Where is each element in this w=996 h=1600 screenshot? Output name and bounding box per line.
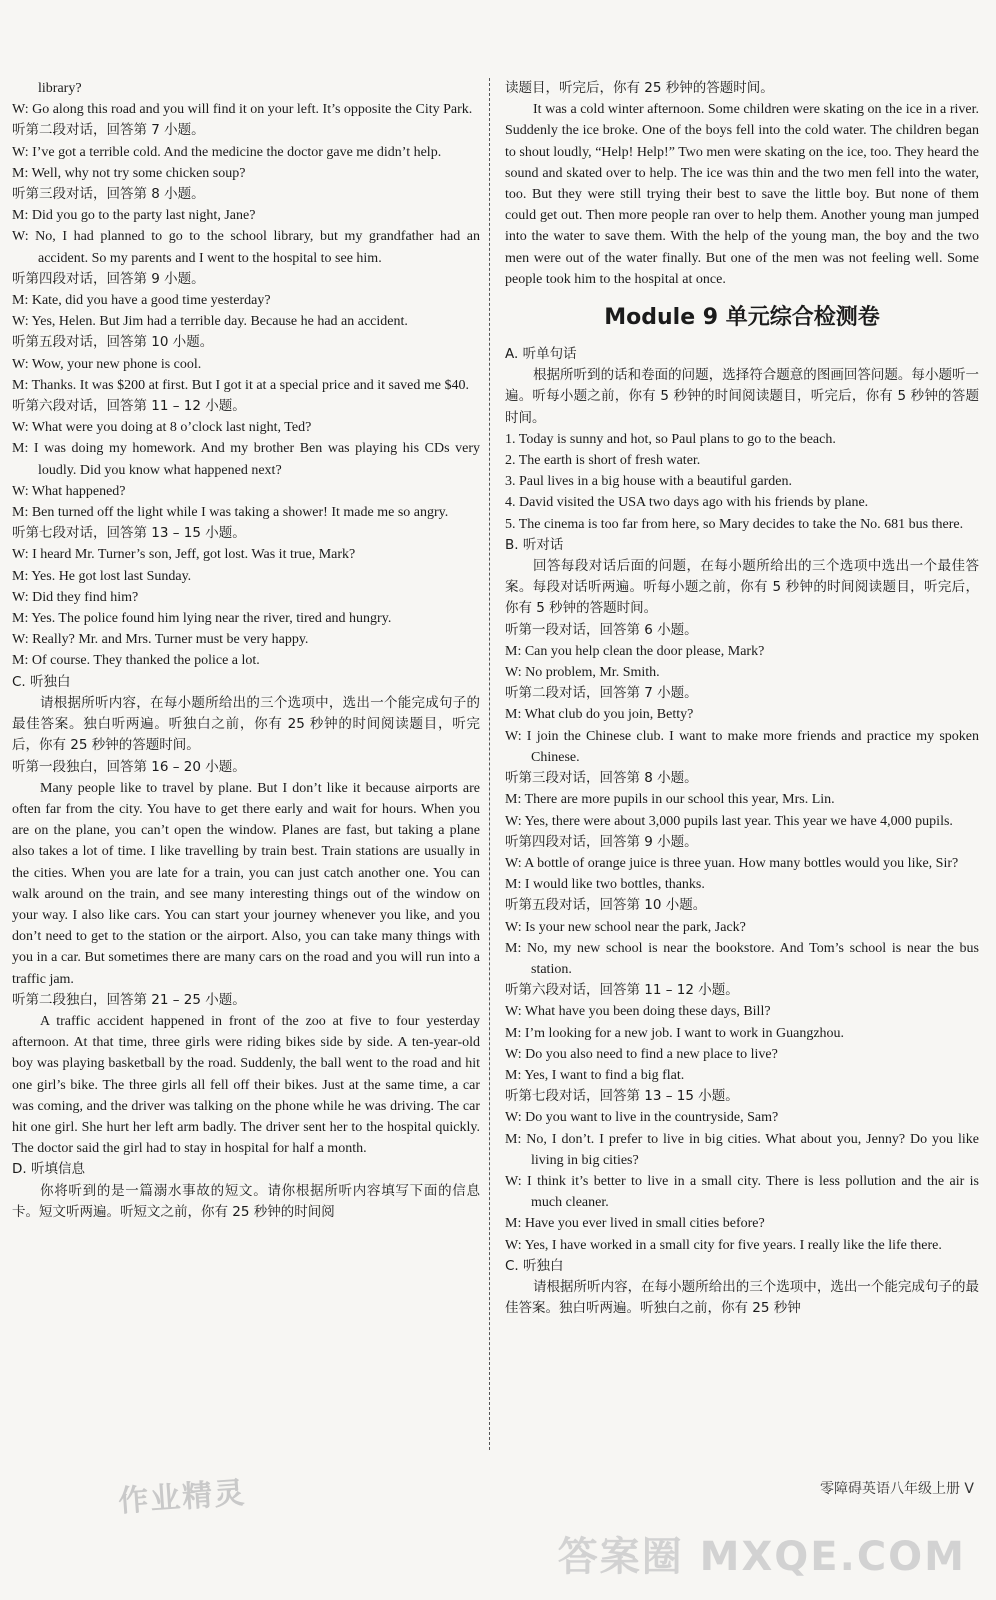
numbered-sentence: 3. Paul lives in a big house with a beautiful garden. [505, 474, 792, 490]
dialogue-line: M: Can you help clean the door please, Mark? [505, 643, 765, 659]
dialogue-line: M: What club do you join, Betty? [505, 707, 694, 723]
dialogue-line: W: Did they find him? [12, 589, 139, 605]
instruction-text: 请根据所听内容，在每小题所给出的三个选项中，选出一个能完成句子的最佳答案。独白听两遍。听独白之前，你有 25 秒钟 [505, 1278, 979, 1317]
dialogue-line: W: Really? Mr. and Mrs. Turner must be very happy. [12, 632, 309, 648]
watermark-left: 作业精灵 [117, 1475, 248, 1520]
dialogue-line: W: Do you want to live in the countryside, Sam? [505, 1110, 779, 1126]
section-instruction: 读题目，听完后，你有 25 秒钟的答题时间。 [505, 80, 774, 96]
numbered-sentence: 4. David visited the USA two days ago with his friends by plane. [505, 495, 869, 511]
dialogue-line: M: No, my new school is near the bookstore. And Tom’s school is near the bus station. [505, 940, 979, 977]
dialogue-line: W: No problem, Mr. Smith. [505, 665, 660, 681]
dialogue-line: W: What have you been doing these days, Bill? [505, 1004, 771, 1020]
dialogue-line: M: Ben turned off the light while I was taking a shower! It made me so angry. [12, 505, 449, 521]
section-instruction: 听第六段对话，回答第 11 – 12 小题。 [12, 398, 246, 415]
numbered-sentence: 5. The cinema is too far from here, so Mary decides to take the No. 681 bus there. [505, 516, 964, 532]
dialogue-line: W: I think it’s better to live in a small city. There is less pollution and the air is much cleaner. [505, 1173, 979, 1211]
section-instruction: 听第四段对话，回答第 9 小题。 [505, 833, 698, 850]
dialogue-line: W: Go along this road and you will find it on your left. It’s opposite the City Park. [12, 102, 473, 118]
dialogue-line: M: Yes, I want to find a big flat. [505, 1067, 685, 1083]
dialogue-line: W: What were you doing at 8 o’clock last night, Ted? [12, 420, 312, 436]
dialogue-line: W: Yes, I have worked in a small city for five years. I really like the life there. [505, 1237, 942, 1253]
section-instruction: 听第七段对话，回答第 13 – 15 小题。 [505, 1088, 739, 1105]
section-heading: D. 听填信息 [12, 1161, 85, 1178]
dialogue-line: W: I heard Mr. Turner’s son, Jeff, got lost. Was it true, Mark? [12, 547, 356, 563]
instruction-text: 根据所听到的话和卷面的问题，选择符合题意的图画回答问题。每小题听一遍。听每小题之前，你有 5 秒钟的时间阅读题目，听完后，你有 5 秒钟的答题时间。 [505, 367, 979, 426]
dialogue-line: M: There are more pupils in our school this year, Mrs. Lin. [505, 792, 835, 808]
instruction-text: 回答每段对话后面的问题，在每小题所给出的三个选项中选出一个最佳答案。每段对话听两遍。听每小题之前，你有 5 秒钟的时间阅读题目，听完后，你有 5 秒钟的答题时间。 [505, 558, 979, 617]
dialogue-line: W: I’ve got a terrible cold. And the medicine the doctor gave me didn’t help. [12, 144, 442, 160]
section-instruction: 听第一段独白，回答第 16 – 20 小题。 [12, 758, 246, 775]
dialogue-line: W: Yes, there were about 3,000 pupils last year. This year we have 4,000 pupils. [505, 813, 953, 829]
dialogue-line: W: A bottle of orange juice is three yuan. How many bottles would you like, Sir? [505, 855, 959, 871]
section-instruction: 听第四段对话，回答第 9 小题。 [12, 270, 205, 287]
right-column [505, 78, 979, 1319]
section-instruction: 听第二段独白，回答第 21 – 25 小题。 [12, 991, 246, 1008]
section-instruction: 听第三段对话，回答第 8 小题。 [12, 186, 205, 203]
passage-paragraph: It was a cold winter afternoon. Some children were skating on the ice in a river. Suddenly the ice broke. One of the boys fell into the cold water. The children began to shout loudly, “Help! Help!” Two men were skating on the ice, too. They heard the sound and skated over to help. The ice was thin and the two men fell into the water, too. But they were still trying their best to save the little boy. But none of them could get out. Then more people ran over to help them. Another young man jumped into the water to save them. With the help of the young man, the boy and the two men were out of the water finally. But one of the men was not feeling well. Some people took him to the hospital at once. [505, 102, 979, 287]
section-instruction: 听第一段对话，回答第 6 小题。 [505, 621, 698, 638]
dialogue-line: M: I was doing my homework. And my brother Ben was playing his CDs very loudly. Did you know what happened next? [12, 441, 480, 478]
instruction-text: 你将听到的是一篇溺水事故的短文。请你根据所听内容填写下面的信息卡。短文听两遍。听短文之前，你有 25 秒钟的时间阅 [12, 1182, 480, 1220]
section-heading: B. 听对话 [505, 536, 564, 553]
section-instruction: 听第七段对话，回答第 13 – 15 小题。 [12, 525, 246, 542]
left-column [12, 78, 480, 1223]
section-instruction: 听第五段对话，回答第 10 小题。 [12, 334, 214, 351]
dialogue-continuation: library? [38, 81, 82, 96]
numbered-sentence: 2. The earth is short of fresh water. [505, 453, 701, 469]
column-divider [489, 78, 496, 1450]
dialogue-line: M: I’m looking for a new job. I want to work in Guangzhou. [505, 1025, 845, 1041]
section-heading: A. 听单句话 [505, 346, 577, 363]
passage-paragraph: Many people like to travel by plane. But I don’t like it because airports are often far from the city. You have to get there early and wait for hours. When you are on the plane, you can’t open the window. Planes are fast, but taking a plane also takes a lot of time. I like travelling by train best. Train stations are usually in the cities. When you are late for a train, you can just catch another one. You can walk around on the train, and see many interesting things out of the window on your way. I also like cars. You can start your journey whenever you like, and you don’t need to get to the station or the airport. Also, you can take many things with you in a car. But sometimes there are many cars on the road and you will run into a traffic jam. [12, 780, 480, 987]
section-instruction: 听第五段对话，回答第 10 小题。 [505, 897, 707, 914]
dialogue-line: W: Is your new school near the park, Jack? [505, 919, 746, 935]
dialogue-line: W: What happened? [12, 483, 126, 499]
section-instruction: 听第六段对话，回答第 11 – 12 小题。 [505, 982, 739, 999]
dialogue-line: M: Thanks. It was $200 at first. But I got it at a special price and it saved me $40. [12, 377, 469, 393]
instruction-text: 请根据所听内容，在每小题所给出的三个选项中，选出一个能完成句子的最佳答案。独白听两遍。听独白之前，你有 25 秒钟的时间阅读题目，听完后，你有 25 秒钟的答题时间。 [12, 694, 480, 754]
dialogue-line: M: Yes. He got lost last Sunday. [12, 568, 192, 584]
dialogue-line: M: Did you go to the party last night, Jane? [12, 208, 256, 224]
dialogue-line: W: I join the Chinese club. I want to make more friends and practice my spoken Chinese. [505, 728, 979, 765]
dialogue-line: M: No, I don’t. I prefer to live in big cities. What about you, Jenny? Do you like living in big cities? [505, 1131, 979, 1168]
section-heading: C. 听独白 [12, 673, 71, 690]
module-title: Module 9 单元综合检测卷 [604, 305, 880, 331]
page-footer: 零障碍英语八年级上册 V [819, 1481, 974, 1497]
dialogue-line: W: No, I had planned to go to the school library, but my grandfather had an accident. So my parents and I went to the hospital to see him. [12, 229, 480, 266]
passage-paragraph: A traffic accident happened in front of the zoo at five to four yesterday afternoon. At that time, three girls were riding bikes side by side. A ten-year-old boy was playing basketball by the road. Suddenly, the ball went to the road and hit one girl’s bike. The three girls all fell off their bikes. Just at the same time, a car was coming, and the driver was talking on the phone while he was driving. The car hit one girl. She hurt her left arm badly. The driver sent her to the hospital quickly. The doctor said the girl had to stay in hospital for half a month. [12, 1013, 480, 1157]
dialogue-line: M: Kate, did you have a good time yesterday? [12, 293, 271, 309]
dialogue-line: M: Of course. They thanked the police a lot. [12, 653, 260, 669]
dialogue-line: M: I would like two bottles, thanks. [505, 877, 705, 893]
watermark-right: 答案圈 MXQE.COM [557, 1534, 966, 1580]
section-instruction: 听第二段对话，回答第 7 小题。 [505, 685, 698, 702]
right-top-passage [505, 78, 979, 290]
section-instruction: 听第三段对话，回答第 8 小题。 [505, 770, 698, 787]
numbered-sentence: 1. Today is sunny and hot, so Paul plans to go to the beach. [505, 431, 836, 447]
dialogue-line: M: Yes. The police found him lying near the river, tired and hungry. [12, 611, 392, 627]
dialogue-line: M: Have you ever lived in small cities before? [505, 1216, 765, 1232]
right-main-content [505, 344, 979, 1319]
section-heading: C. 听独白 [505, 1257, 564, 1274]
section-instruction: 听第二段对话，回答第 7 小题。 [12, 122, 205, 139]
dialogue-line: W: Yes, Helen. But Jim had a terrible day. Because he had an accident. [12, 314, 408, 330]
dialogue-line: W: Wow, your new phone is cool. [12, 356, 202, 372]
dialogue-line: W: Do you also need to find a new place to live? [505, 1046, 778, 1062]
dialogue-line: M: Well, why not try some chicken soup? [12, 165, 246, 181]
